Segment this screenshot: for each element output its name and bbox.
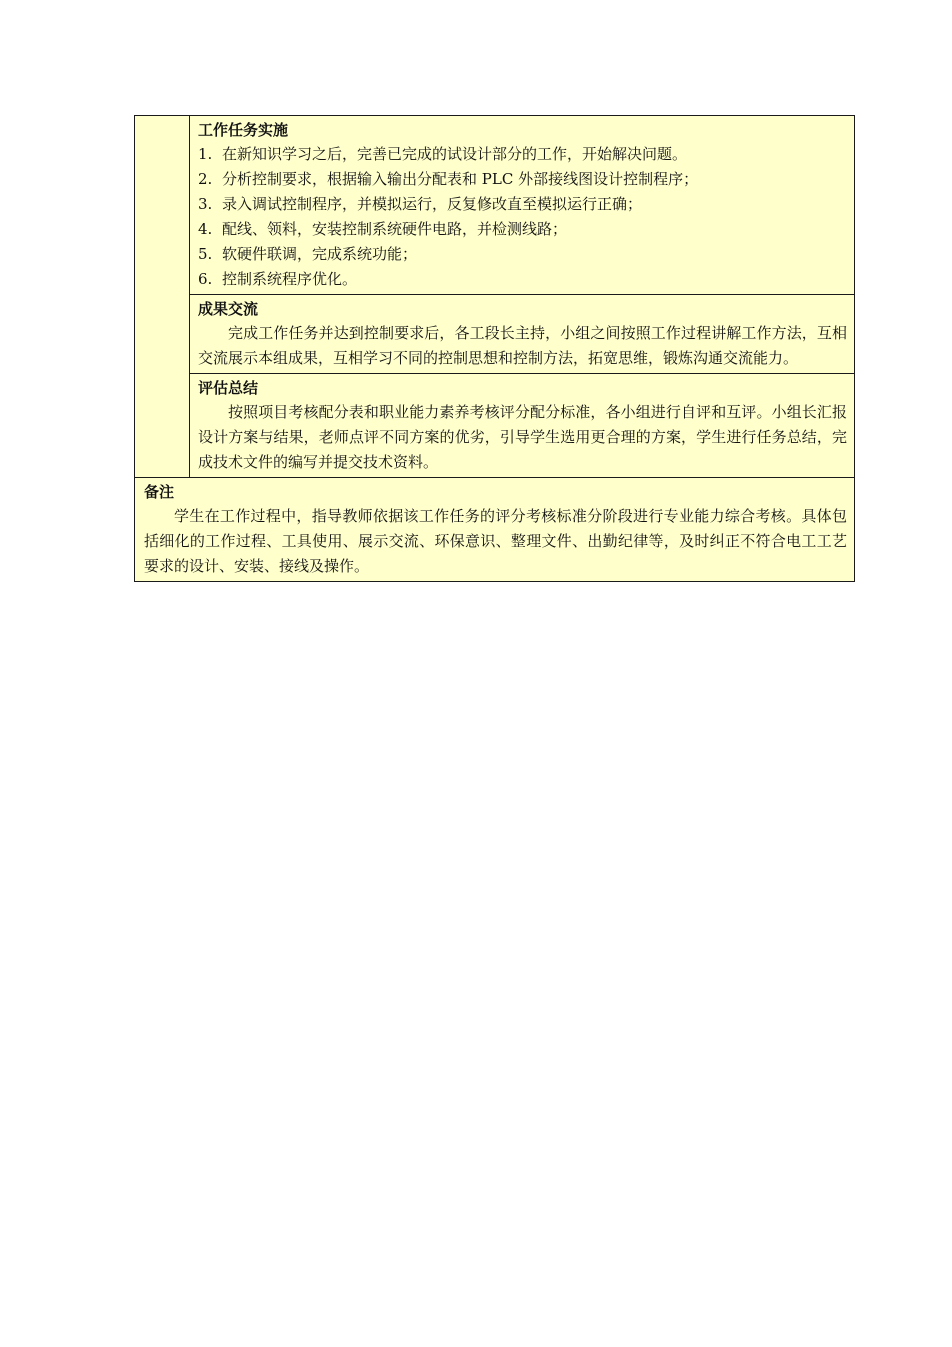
step-text: 录入调试控制程序，并模拟运行，反复修改直至模拟运行正确； <box>222 195 643 213</box>
evaluation-row <box>135 374 855 478</box>
list-item <box>198 267 847 292</box>
step-number: 2. <box>198 170 213 188</box>
step-list <box>198 142 847 292</box>
left-label-cell <box>135 116 190 478</box>
exchange-heading: 成果交流 <box>198 300 259 318</box>
step-number: 6. <box>198 270 213 288</box>
implementation-cell <box>190 116 855 295</box>
document-table <box>134 115 855 582</box>
step-number: 4. <box>198 220 213 238</box>
remarks-heading: 备注 <box>144 483 175 501</box>
step-number: 5. <box>198 245 213 263</box>
remarks-cell <box>135 478 855 582</box>
step-text: 在新知识学习之后，完善已完成的试设计部分的工作，开始解决问题。 <box>222 145 688 163</box>
list-item <box>198 192 847 217</box>
remarks-body: 学生在工作过程中，指导教师依据该工作任务的评分考核标准分阶段进行专业能力综合考核。具体包括细化的工作过程、工具使用、展示交流、环保意识、整理文件、出勤纪律等，及时纠正不符合电工工艺要求的设计、安装、接线及操作。 <box>144 507 847 575</box>
list-item <box>198 142 847 167</box>
implementation-heading: 工作任务实施 <box>198 121 289 139</box>
evaluation-body: 按照项目考核配分表和职业能力素养考核评分配分标准，各小组进行自评和互评。小组长汇报设计方案与结果，老师点评不同方案的优劣，引导学生选用更合理的方案，学生进行任务总结，完成技术文件的编写并提交技术资料。 <box>198 403 847 471</box>
step-text: 配线、领料，安装控制系统硬件电路，并检测线路； <box>222 220 568 238</box>
step-text: 控制系统程序优化。 <box>222 270 358 288</box>
implementation-row <box>135 116 855 295</box>
list-item <box>198 167 847 192</box>
exchange-row <box>135 295 855 374</box>
evaluation-cell <box>190 374 855 478</box>
step-text: 分析控制要求，根据输入输出分配表和 PLC 外部接线图设计控制程序； <box>222 170 699 188</box>
evaluation-heading: 评估总结 <box>198 379 259 397</box>
exchange-body: 完成工作任务并达到控制要求后，各工段长主持，小组之间按照工作过程讲解工作方法，互相交流展示本组成果，互相学习不同的控制思想和控制方法，拓宽思维，锻炼沟通交流能力。 <box>198 324 847 367</box>
step-number: 1. <box>198 145 213 163</box>
exchange-cell <box>190 295 855 374</box>
list-item <box>198 217 847 242</box>
remarks-row <box>135 478 855 582</box>
step-number: 3. <box>198 195 213 213</box>
step-text: 软硬件联调，完成系统功能； <box>222 245 418 263</box>
list-item <box>198 242 847 267</box>
